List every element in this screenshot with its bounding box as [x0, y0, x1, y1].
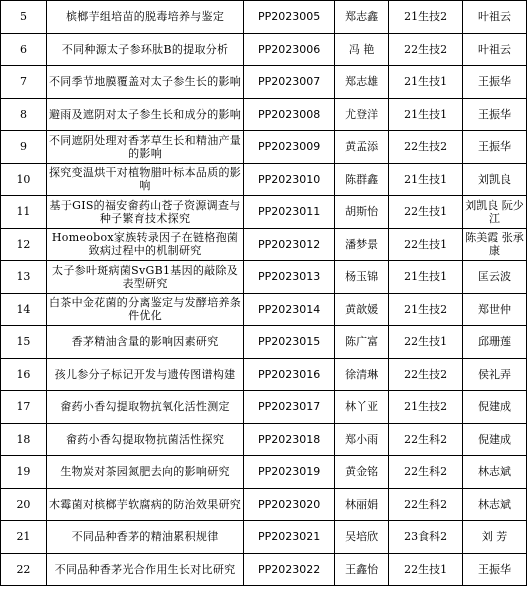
project-code: PP2023021 [244, 521, 335, 554]
table-row [1, 98, 527, 131]
project-leader: 王鑫怡 [334, 553, 388, 586]
row-number: 12 [1, 228, 47, 261]
tutor-name: 叶祖云 [462, 1, 526, 34]
project-code: PP2023010 [244, 163, 335, 196]
tutor-name: 林志斌 [462, 488, 526, 521]
project-leader: 黄歆媛 [334, 293, 388, 326]
project-code: PP2023006 [244, 33, 335, 66]
project-leader: 徐清琳 [334, 358, 388, 391]
project-code: PP2023014 [244, 293, 335, 326]
tutor-name: 叶祖云 [462, 33, 526, 66]
project-code: PP2023009 [244, 131, 335, 164]
project-leader: 陈群鑫 [334, 163, 388, 196]
project-leader: 郑小雨 [334, 423, 388, 456]
row-number: 10 [1, 163, 47, 196]
student-class: 22生技1 [389, 196, 463, 229]
project-title: 不同遮阴处理对香茅草生长和精油产量的影响 [46, 131, 243, 164]
student-class: 21生技2 [389, 1, 463, 34]
table-row [1, 66, 527, 99]
table-row [1, 423, 527, 456]
project-title: 孩儿参分子标记开发与遗传图谱构建 [46, 358, 243, 391]
student-class: 22生技2 [389, 131, 463, 164]
row-number: 16 [1, 358, 47, 391]
row-number: 9 [1, 131, 47, 164]
row-number: 21 [1, 521, 47, 554]
row-number: 19 [1, 456, 47, 489]
table-row [1, 456, 527, 489]
project-leader: 林丫亚 [334, 391, 388, 424]
table-row [1, 326, 527, 359]
project-title: 基于GIS的福安畲药山苍子资源调查与种子繁育技术探究 [46, 196, 243, 229]
project-title: 生物炭对茶园氮肥去向的影响研究 [46, 456, 243, 489]
table-row [1, 521, 527, 554]
tutor-name: 刘 芳 [462, 521, 526, 554]
tutor-name: 陈美霞 张承康 [462, 228, 526, 261]
table-row [1, 228, 527, 261]
project-code: PP2023008 [244, 98, 335, 131]
student-class: 21生技1 [389, 66, 463, 99]
row-number: 18 [1, 423, 47, 456]
student-class: 22生科2 [389, 423, 463, 456]
project-code: PP2023015 [244, 326, 335, 359]
student-class: 21生技1 [389, 98, 463, 131]
tutor-name: 王振华 [462, 98, 526, 131]
project-leader: 黄孟添 [334, 131, 388, 164]
table-row [1, 553, 527, 586]
tutor-name: 郑世仲 [462, 293, 526, 326]
project-title: 畲药小香勾提取物抗氧化活性测定 [46, 391, 243, 424]
table-row [1, 488, 527, 521]
row-number: 7 [1, 66, 47, 99]
row-number: 14 [1, 293, 47, 326]
project-title: 不同品种香茅光合作用生长对比研究 [46, 553, 243, 586]
project-leader: 尤登洋 [334, 98, 388, 131]
tutor-name: 林志斌 [462, 456, 526, 489]
table-row [1, 358, 527, 391]
project-code: PP2023022 [244, 553, 335, 586]
table-row [1, 391, 527, 424]
row-number: 15 [1, 326, 47, 359]
project-title: 太子参叶斑病菌SvGB1基因的敲除及表型研究 [46, 261, 243, 294]
project-code: PP2023020 [244, 488, 335, 521]
project-title: 白茶中金花菌的分离鉴定与发酵培养条件优化 [46, 293, 243, 326]
table-row [1, 293, 527, 326]
table-row [1, 1, 527, 34]
project-leader: 郑志雄 [334, 66, 388, 99]
tutor-name: 匡云波 [462, 261, 526, 294]
student-class: 22生技1 [389, 326, 463, 359]
project-title: 畲药小香勾提取物抗菌活性探究 [46, 423, 243, 456]
row-number: 5 [1, 1, 47, 34]
tutor-name: 王振华 [462, 131, 526, 164]
project-leader: 潘梦景 [334, 228, 388, 261]
student-class: 21生技1 [389, 261, 463, 294]
projects-table-body [1, 1, 527, 586]
project-leader: 黄金铭 [334, 456, 388, 489]
project-code: PP2023016 [244, 358, 335, 391]
project-code: PP2023011 [244, 196, 335, 229]
tutor-name: 王振华 [462, 66, 526, 99]
project-title: 不同种源太子参环肽B的提取分析 [46, 33, 243, 66]
student-class: 22生科2 [389, 456, 463, 489]
project-title: Homeobox家族转录因子在链格孢菌致病过程中的机制研究 [46, 228, 243, 261]
table-row [1, 33, 527, 66]
tutor-name: 倪建成 [462, 423, 526, 456]
project-title: 不同季节地膜覆盖对太子参生长的影响 [46, 66, 243, 99]
row-number: 17 [1, 391, 47, 424]
project-leader: 杨玉锦 [334, 261, 388, 294]
project-code: PP2023005 [244, 1, 335, 34]
student-class: 22生技1 [389, 553, 463, 586]
row-number: 20 [1, 488, 47, 521]
row-number: 22 [1, 553, 47, 586]
project-leader: 吴培欣 [334, 521, 388, 554]
student-class: 22生技2 [389, 358, 463, 391]
project-code: PP2023013 [244, 261, 335, 294]
project-title: 槟榔芋组培苗的脱毒培养与鉴定 [46, 1, 243, 34]
project-title: 香茅精油含量的影响因素研究 [46, 326, 243, 359]
tutor-name: 刘凯良 [462, 163, 526, 196]
project-leader: 冯 艳 [334, 33, 388, 66]
project-leader: 胡斯怡 [334, 196, 388, 229]
tutor-name: 刘凯良 阮少江 [462, 196, 526, 229]
student-class: 22生技2 [389, 33, 463, 66]
row-number: 8 [1, 98, 47, 131]
student-class: 21生技2 [389, 391, 463, 424]
student-class: 21生技2 [389, 293, 463, 326]
student-class: 22生科2 [389, 488, 463, 521]
table-row [1, 163, 527, 196]
table-row [1, 261, 527, 294]
project-code: PP2023018 [244, 423, 335, 456]
tutor-name: 倪建成 [462, 391, 526, 424]
project-title: 不同品种香茅的精油累积规律 [46, 521, 243, 554]
project-code: PP2023007 [244, 66, 335, 99]
student-class: 21生技1 [389, 163, 463, 196]
tutor-name: 邱珊莲 [462, 326, 526, 359]
row-number: 13 [1, 261, 47, 294]
row-number: 11 [1, 196, 47, 229]
row-number: 6 [1, 33, 47, 66]
project-title: 避雨及遮阴对太子参生长和成分的影响 [46, 98, 243, 131]
project-leader: 林丽娟 [334, 488, 388, 521]
table-row [1, 196, 527, 229]
tutor-name: 侯礼弄 [462, 358, 526, 391]
project-code: PP2023019 [244, 456, 335, 489]
project-title: 探究变温烘干对植物腊叶标本品质的影响 [46, 163, 243, 196]
table-row [1, 131, 527, 164]
project-code: PP2023012 [244, 228, 335, 261]
project-code: PP2023017 [244, 391, 335, 424]
project-leader: 陈广富 [334, 326, 388, 359]
student-class: 23食科2 [389, 521, 463, 554]
student-class: 22生技1 [389, 228, 463, 261]
project-leader: 郑志鑫 [334, 1, 388, 34]
tutor-name: 王振华 [462, 553, 526, 586]
project-title: 木霉菌对槟榔芋软腐病的防治效果研究 [46, 488, 243, 521]
